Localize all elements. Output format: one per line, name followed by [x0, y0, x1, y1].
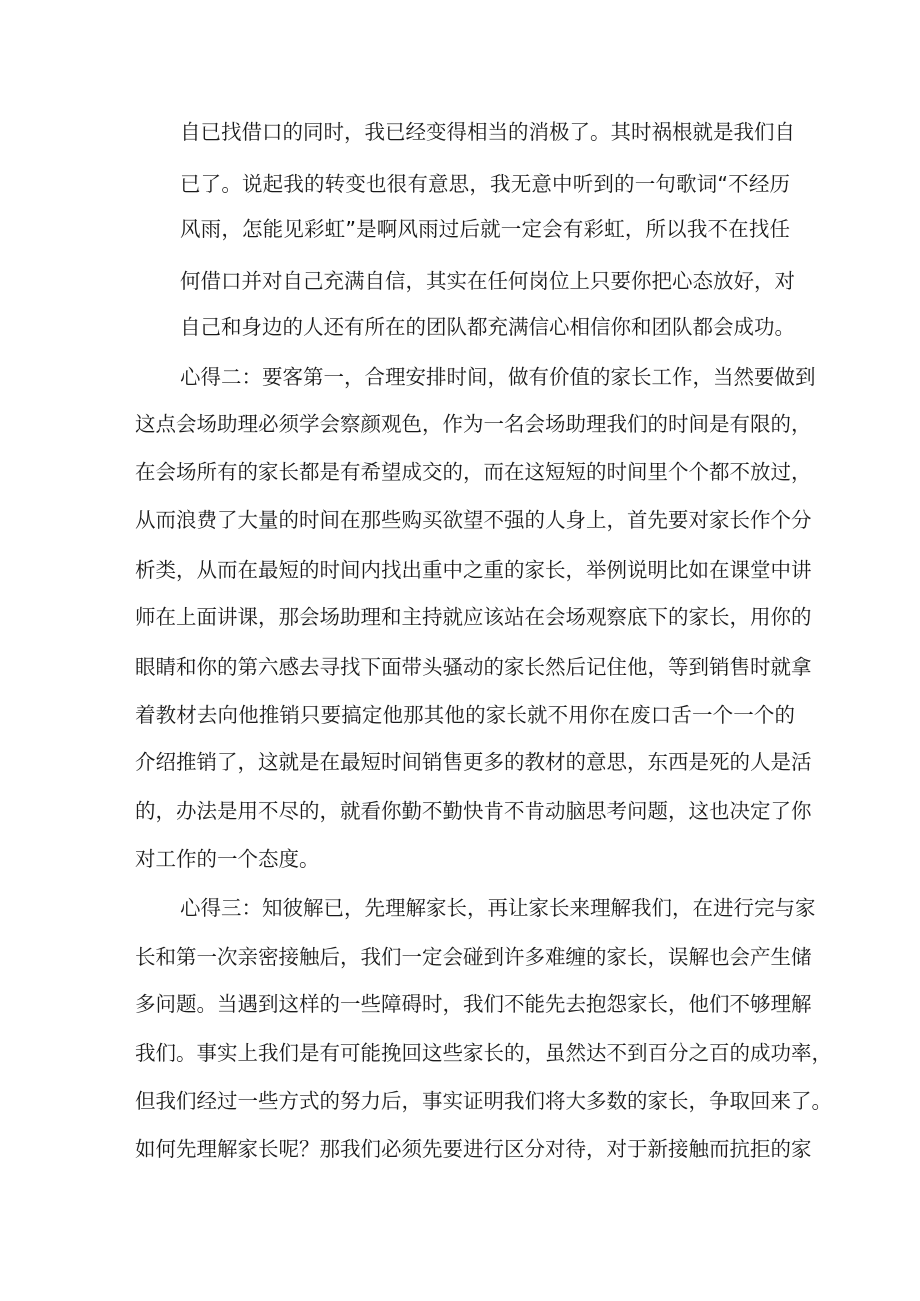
paragraph-first-line: 心得二：要客第一，合理安排时间，做有价值的家长工作，当然要做到 [180, 365, 816, 389]
text-line: 多问题。当遇到这样的一些障碍时，我们不能先去抱怨家长，他们不够理解 [135, 992, 812, 1016]
text-line: 自已找借口的同时，我已经变得相当的消极了。其时祸根就是我们自 [180, 120, 795, 144]
text-line: 何借口并对自己充满自信，其实在任何岗位上只要你把心态放好，对 [180, 269, 795, 293]
text-line: 这点会场助理必须学会察颜观色，作为一名会场助理我们的时间是有限的， [135, 412, 812, 436]
text-line: 从而浪费了大量的时间在那些购买欲望不强的人身上，首先要对家长作个分 [135, 508, 812, 532]
paragraph-first-line: 心得三：知彼解已，先理解家长，再让家长来理解我们，在进行完与家 [180, 896, 816, 920]
text-line: 的，办法是用不尽的，就看你勤不勤快肯不肯动脑思考问题，这也决定了你 [135, 799, 812, 823]
text-line: 对工作的一个态度。 [135, 847, 320, 871]
text-line: 我们。事实上我们是有可能挽回这些家长的，虽然达不到百分之百的成功率， [135, 1041, 832, 1065]
text-line: 长和第一次亲密接触后，我们一定会碰到许多难缠的家长，误解也会产生储 [135, 945, 812, 969]
text-line: 着教材去向他推销只要搞定他那其他的家长就不用你在废口舌一个一个的 [135, 703, 795, 727]
text-line: 如何先理解家长呢？那我们必须先要进行区分对待，对于新接触而抗拒的家 [135, 1137, 812, 1161]
text-line: 已了。说起我的转变也很有意思，我无意中听到的一句歌词“不经历 [180, 172, 790, 196]
text-line: 师在上面讲课，那会场助理和主持就应该站在会场观察底下的家长，用你的 [135, 605, 812, 629]
text-line: 在会场所有的家长都是有希望成交的，而在这短短的时间里个个都不放过， [135, 460, 812, 484]
text-line: 自己和身边的人还有所在的团队都充满信心相信你和团队都会成功。 [180, 315, 795, 339]
text-line: 风雨，怎能见彩虹”是啊风雨过后就一定会有彩虹，所以我不在找任 [180, 217, 790, 241]
text-line: 介绍推销了，这就是在最短时间销售更多的教材的意思，东西是死的人是活 [135, 750, 812, 774]
text-line: 析类，从而在最短的时间内找出重中之重的家长，举例说明比如在课堂中讲 [135, 558, 812, 582]
text-line: 眼睛和你的第六感去寻找下面带头骚动的家长然后记住他，等到销售时就拿 [135, 655, 812, 679]
text-line: 但我们经过一些方式的努力后，事实证明我们将大多数的家长，争取回来了。 [135, 1089, 832, 1113]
